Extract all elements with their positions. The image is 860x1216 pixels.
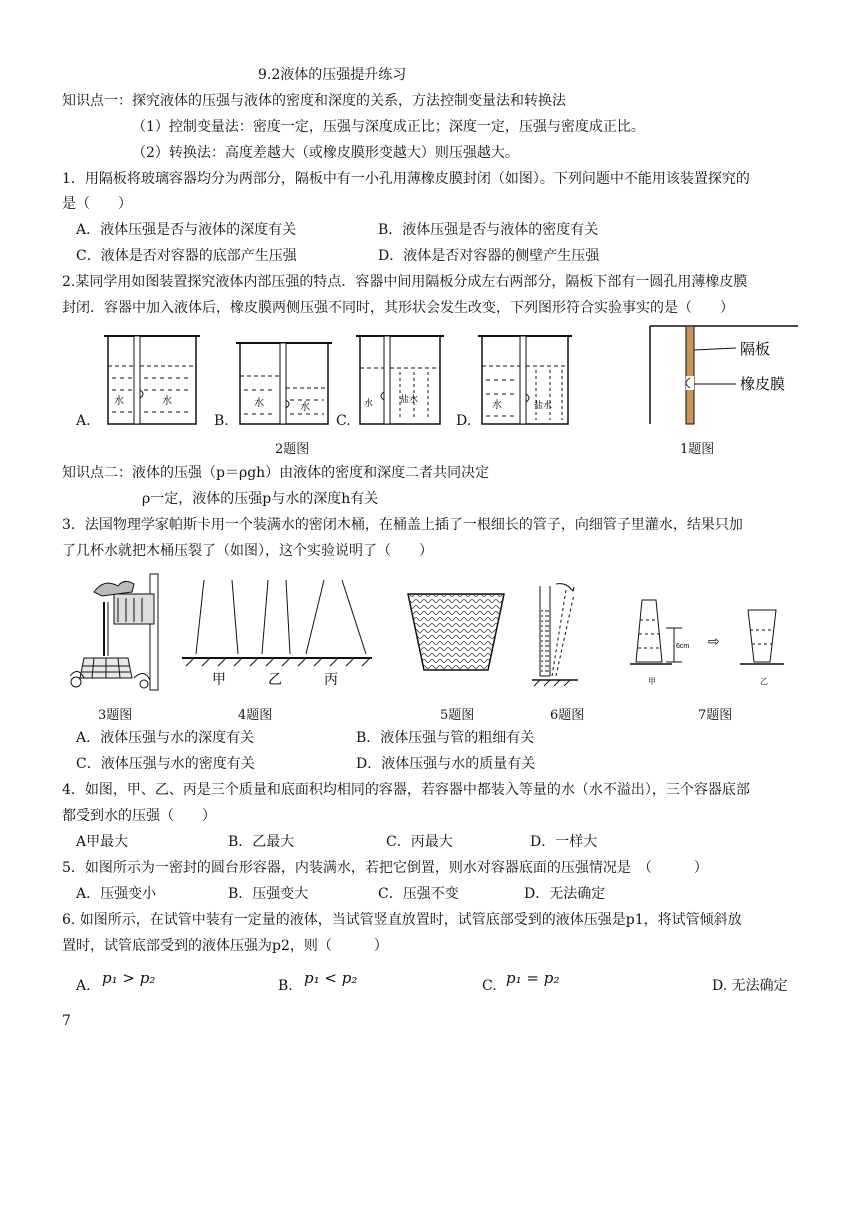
question-2-figure-d (478, 332, 572, 426)
fig-c-left-label: 水 (364, 398, 374, 408)
question-6-option-b-formula: p₁ < p₂ (304, 969, 358, 987)
question-2-line-1: 2.某同学用如图装置探究液体内部压强的特点．容器中间用隔板分成左右两部分，隔板下部有一圆孔用薄橡皮膜 (62, 274, 748, 290)
question-4-option-a: A甲最大 (76, 834, 129, 850)
question-5-line-1: 5．如图所示为一密封的圆台形容器，内装满水，若把它倒置，则水对容器底面的压强情况是 （ ） (62, 860, 708, 876)
question-2-option-a: A. (76, 413, 91, 429)
question-2-figure-b (236, 340, 332, 426)
fig-b-left-label: 水 (254, 398, 264, 409)
question-3-option-b: B．液体压强与管的粗细有关 (356, 730, 535, 746)
figure-2-caption: 2题图 (275, 442, 310, 457)
question-2-line-2: 封闭．容器中加入液体后，橡皮膜两侧压强不同时，其形状会发生改变，下列图形符合实验事实的是（ ） (62, 300, 734, 316)
figure-4-caption: 4题图 (238, 708, 273, 723)
question-5-option-c: C．压强不变 (378, 886, 459, 902)
figure-6-test-tube (530, 580, 590, 690)
question-5-option-b: B．压强变大 (228, 886, 309, 902)
question-1-option-d: D．液体是否对容器的侧壁产生压强 (378, 248, 600, 264)
figure-3-pascal-barrel (64, 572, 164, 692)
question-5-option-a: A．压强变小 (76, 886, 157, 902)
question-2-option-d: D. (456, 413, 472, 429)
fig-a-left-label: 水 (114, 396, 124, 407)
question-4-line-2: 都受到水的压强（ ） (62, 808, 216, 824)
container-jia-label: 甲 (212, 671, 226, 687)
knowledge-point-2-heading: 知识点二：液体的压强（p＝ρgh）由液体的密度和深度二者共同决定 (62, 465, 490, 481)
fig-d-right-label: 盐水 (534, 400, 553, 410)
question-5-option-d: D．无法确定 (524, 886, 606, 902)
figure-3-caption: 3题图 (98, 708, 133, 723)
question-3-option-d: D．液体压强与水的质量有关 (356, 756, 536, 772)
page-title: 9.2液体的压强提升练习 (258, 67, 407, 83)
figure-7-vessels (628, 580, 788, 690)
figure-5-caption: 5题图 (440, 708, 475, 723)
question-1-option-b: B．液体压强是否与液体的密度有关 (378, 222, 599, 238)
question-3-line-2: 了几杯水就把木桶压裂了（如图），这个实验说明了（ ） (62, 543, 433, 559)
question-3-option-a: A．液体压强与水的深度有关 (76, 730, 255, 746)
fig-a-right-label: 水 (162, 396, 172, 407)
fig-b-right-label: 水 (300, 402, 310, 413)
figure-4-containers (182, 580, 372, 690)
question-2-option-c: C. (336, 413, 351, 429)
question-2-figure-c (356, 332, 444, 426)
fig7-yi-label: 乙 (760, 677, 768, 686)
question-3-line-1: 3．法国物理学家帕斯卡用一个装满水的密闭木桶，在桶盖上插了一根细长的管子，向细管子里灌水，结果只加 (62, 517, 743, 533)
question-4-option-c: C．丙最大 (386, 834, 453, 850)
question-1-option-a: A．液体压强是否与液体的深度有关 (76, 222, 297, 238)
question-2-option-b: B. (214, 413, 229, 429)
question-6-option-a: A. (76, 978, 91, 994)
fig7-jia-label: 甲 (648, 677, 656, 686)
question-6-option-a-formula: p₁ > p₂ (102, 969, 156, 987)
question-6-line-1: 6. 如图所示，在试管中装有一定量的液体，当试管竖直放置时，试管底部受到的液体压强是p1，将试管倾斜放 (62, 912, 742, 928)
figure-1-caption: 1题图 (680, 442, 715, 457)
fig7-height-label: 6cm (676, 643, 690, 650)
page-number: 7 (62, 1013, 71, 1029)
figure-7-caption: 7题图 (698, 708, 733, 723)
figure-6-caption: 6题图 (550, 708, 585, 723)
question-2-figure-a (104, 332, 200, 426)
partition-label: 隔板 (740, 341, 771, 358)
question-6-line-2: 置时，试管底部受到的液体压强为p2，则（ ） (62, 938, 388, 954)
question-6-option-c: C. (482, 978, 497, 994)
question-6-option-b: B. (278, 978, 293, 994)
question-6-option-c-formula: p₁ = p₂ (506, 969, 560, 987)
membrane-label: 橡皮膜 (740, 376, 786, 393)
knowledge-point-2-line-1: ρ一定，液体的压强p与水的深度h有关 (142, 491, 379, 507)
figure-5-frustum (406, 592, 506, 672)
arrow-icon: ⇨ (708, 634, 720, 650)
fig-d-left-label: 水 (492, 400, 502, 411)
figure-1-container (648, 326, 808, 424)
question-1-line-1: 1．用隔板将玻璃容器均分为两部分，隔板中有一小孔用薄橡皮膜封闭（如图）。下列问题中不能用该装置探究的 (62, 171, 750, 187)
question-1-option-c: C．液体是否对容器的底部产生压强 (76, 248, 297, 264)
question-4-option-b: B．乙最大 (228, 834, 295, 850)
question-3-option-c: C．液体压强与水的密度有关 (76, 756, 255, 772)
knowledge-point-1-line-1: （1）控制变量法：密度一定，压强与深度成正比；深度一定，压强与密度成正比。 (132, 119, 645, 135)
question-4-option-d: D．一样大 (530, 834, 598, 850)
question-4-line-1: 4．如图，甲、乙、丙是三个质量和底面积均相同的容器，若容器中都装入等量的水（水不溢出），三个容器底部 (62, 782, 750, 798)
knowledge-point-1-line-2: （2）转换法：高度差越大（或橡皮膜形变越大）则压强越大。 (132, 145, 519, 161)
container-yi-label: 乙 (268, 671, 282, 687)
fig-c-right-label: 盐水 (400, 394, 419, 404)
question-6-option-d: D. 无法确定 (712, 978, 788, 994)
question-1-line-2: 是（ ） (62, 196, 132, 212)
container-bing-label: 丙 (324, 671, 338, 687)
knowledge-point-1-heading: 知识点一：探究液体的压强与液体的密度和深度的关系，方法控制变量法和转换法 (62, 93, 566, 109)
